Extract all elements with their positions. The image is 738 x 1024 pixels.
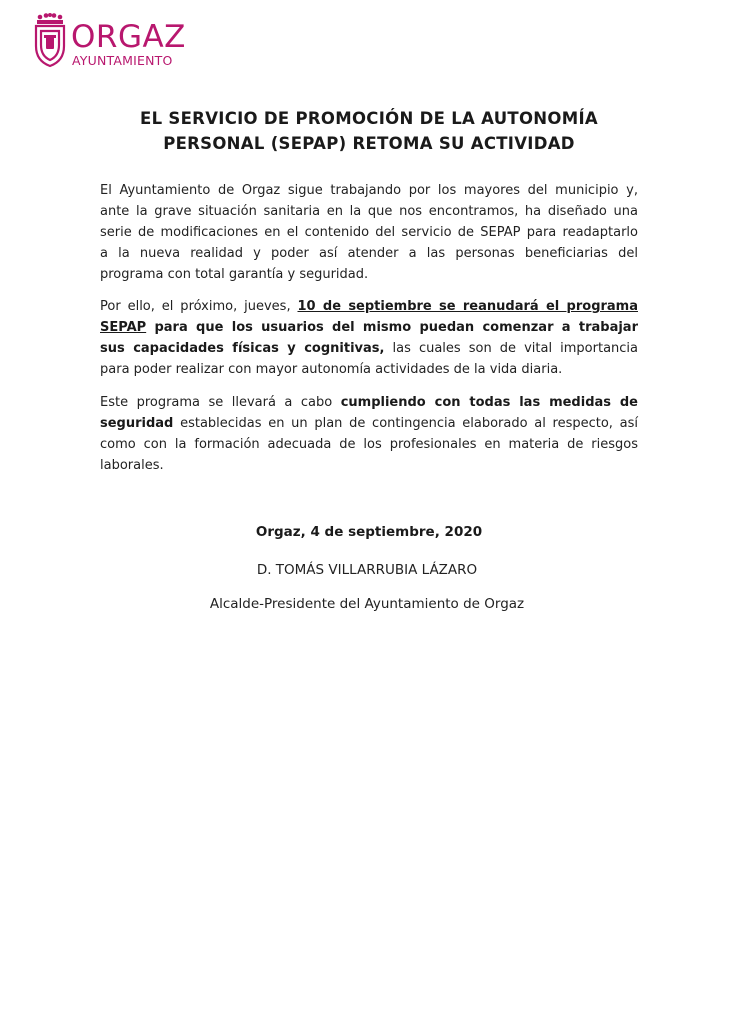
paragraph-2-line: para poder realizar con mayor autonomía actividades de la vida diaria. [100,362,563,377]
paragraph-2-line [100,338,638,359]
paragraph-1-line: serie de modificaciones en el contenido del servicio de SEPAP para readaptarlo [100,225,638,240]
signer-role: Alcalde-Presidente del Ayuntamiento de Orgaz [209,596,525,612]
paragraph-1-line: programa con total garantía y seguridad. [100,267,369,282]
paragraph-1-line: a la nueva realidad y poder así atender a las personas beneficiarias del [100,246,638,261]
paragraph-3-bold: cumpliendo con todas las medidas de [340,395,639,410]
paragraph-1-line: ante la grave situación sanitaria en la que nos encontramos, ha diseñado una [100,204,638,219]
closing-date: Orgaz, 4 de septiembre, 2020 [255,524,483,540]
paragraph-2-highlight: 10 de septiembre se reanudará el programa [297,299,638,314]
paragraph-3-line [100,392,638,413]
paragraph-3-line: laborales. [100,458,164,473]
paragraph-3-line: como con la formación adecuada de los profesionales en materia de riesgos [100,437,638,452]
title-line-1: EL SERVICIO DE PROMOCIÓN DE LA AUTONOMÍA [140,109,598,128]
paragraph-2 [100,296,638,380]
paragraph-1-line: El Ayuntamiento de Orgaz sigue trabajando por los mayores del municipio y, [100,183,638,198]
title-line-2: PERSONAL (SEPAP) RETOMA SU ACTIVIDAD [163,134,575,153]
logo-name: ORGAZ [71,19,186,55]
paragraph-3-text: Este programa se llevará a cabo [100,395,341,410]
paragraph-2-highlight: SEPAP [100,320,147,335]
paragraph-2-text: Por ello, el próximo, jueves, [100,299,298,314]
paragraph-3-bold: seguridad [100,416,174,431]
paragraph-3-line [100,413,638,434]
signer-name: D. TOMÁS VILLARRUBIA LÁZARO [256,562,478,578]
paragraph-3 [100,392,638,476]
logo-subtitle: AYUNTAMIENTO [72,53,173,68]
paragraph-2-bold: sus capacidades físicas y cognitivas, [100,341,385,356]
coat-of-arms-icon [33,12,67,68]
paragraph-2-line [100,317,638,338]
logo [33,12,203,72]
paragraph-2-text: las cuales son de vital importancia [384,341,638,356]
paragraph-2-bold: para que los usuarios del mismo puedan comenzar a trabajar [146,320,638,335]
paragraph-3-text: establecidas en un plan de contingencia elaborado al respecto, así [173,416,638,431]
paragraph-2-line [100,296,638,317]
page-title [60,106,678,156]
paragraph-1 [100,180,638,285]
